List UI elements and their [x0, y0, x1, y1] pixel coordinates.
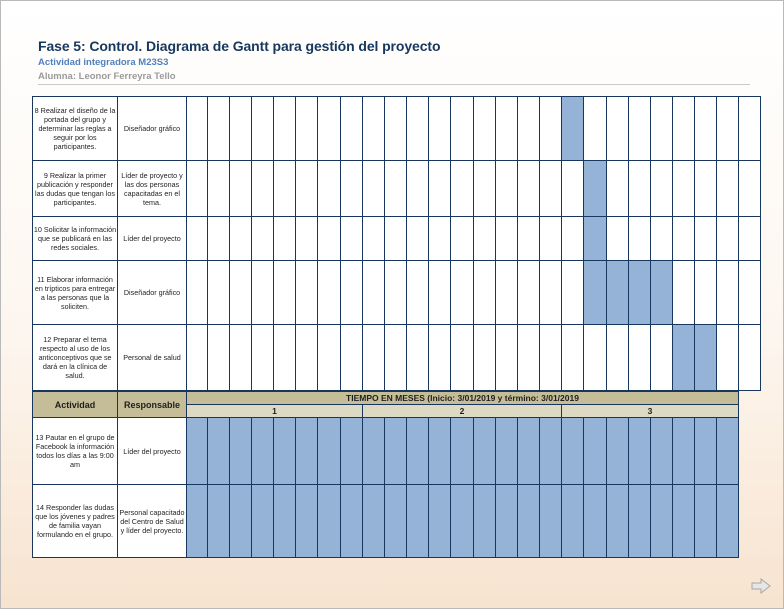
gantt-empty-cell: [274, 217, 296, 261]
gantt-bar-cell: [363, 485, 385, 558]
gantt-empty-cell: [695, 217, 717, 261]
gantt-empty-cell: [651, 161, 673, 217]
gantt-empty-cell: [252, 325, 274, 391]
gantt-empty-cell: [252, 97, 274, 161]
activity-cell: 9 Realizar la primer publicación y responder las dudas que tengan los participantes.: [33, 161, 118, 217]
activity-cell: 13 Pautar en el grupo de Facebook la información todos los días a las 9:00 am: [33, 418, 118, 485]
subtitle: Actividad integradora M23S3: [38, 57, 169, 68]
gantt-empty-cell: [496, 261, 518, 325]
gantt-bar-cell: [717, 485, 739, 558]
gantt-empty-cell: [673, 217, 695, 261]
gantt-empty-cell: [474, 161, 496, 217]
gantt-empty-cell: [208, 161, 230, 217]
gantt-empty-cell: [607, 325, 629, 391]
gantt-bar-cell: [318, 485, 341, 558]
gantt-empty-cell: [296, 325, 318, 391]
gantt-empty-cell: [274, 97, 296, 161]
gantt-bar-cell: [474, 418, 496, 485]
gantt-empty-cell: [296, 217, 318, 261]
gantt-empty-cell: [673, 97, 695, 161]
gantt-bar-cell: [562, 485, 584, 558]
gantt-empty-cell: [629, 325, 651, 391]
gantt-bar-cell: [695, 325, 717, 391]
gantt-empty-cell: [296, 97, 318, 161]
gantt-empty-cell: [562, 261, 584, 325]
gantt-empty-cell: [208, 325, 230, 391]
table-row: [33, 161, 761, 217]
gantt-empty-cell: [407, 325, 429, 391]
gantt-bar-cell: [451, 485, 474, 558]
gantt-empty-cell: [629, 161, 651, 217]
gantt-bar-cell: [629, 261, 651, 325]
gantt-empty-cell: [540, 325, 562, 391]
gantt-empty-cell: [518, 325, 540, 391]
responsible-cell: Personal de salud: [118, 325, 187, 391]
gantt-bar-cell: [584, 217, 607, 261]
gantt-bar-cell: [518, 418, 540, 485]
gantt-bar-cell: [673, 418, 695, 485]
gantt-bar-cell: [651, 418, 673, 485]
gantt-bar-cell: [673, 325, 695, 391]
responsible-cell: Líder del proyecto: [118, 217, 187, 261]
gantt-bar-cell: [385, 485, 407, 558]
gantt-empty-cell: [739, 217, 761, 261]
gantt-empty-cell: [187, 97, 208, 161]
gantt-empty-cell: [474, 261, 496, 325]
activity-cell: 14 Responder las dudas que los jóvenes y padres de familia vayan formulando en el grupo.: [33, 485, 118, 558]
gantt-empty-cell: [474, 97, 496, 161]
gantt-empty-cell: [518, 161, 540, 217]
gantt-bar-cell: [607, 418, 629, 485]
gantt-empty-cell: [274, 161, 296, 217]
gantt-empty-cell: [385, 97, 407, 161]
gantt-empty-cell: [230, 261, 252, 325]
activity-cell: 10 Solicitar la información que se publicará en las redes sociales.: [33, 217, 118, 261]
gantt-empty-cell: [540, 161, 562, 217]
gantt-empty-cell: [540, 97, 562, 161]
gantt-bar-cell: [385, 418, 407, 485]
gantt-empty-cell: [429, 325, 451, 391]
gantt-bar-cell: [695, 485, 717, 558]
gantt-empty-cell: [717, 97, 739, 161]
gantt-empty-cell: [363, 161, 385, 217]
gantt-empty-cell: [695, 161, 717, 217]
gantt-bar-cell: [496, 485, 518, 558]
gantt-bar-cell: [429, 418, 451, 485]
gantt-empty-cell: [407, 161, 429, 217]
gantt-empty-cell: [252, 161, 274, 217]
table-row: [33, 261, 761, 325]
gantt-bar-cell: [230, 485, 252, 558]
gantt-empty-cell: [496, 161, 518, 217]
gantt-bar-cell: [407, 485, 429, 558]
gantt-empty-cell: [429, 161, 451, 217]
gantt-empty-cell: [363, 261, 385, 325]
gantt-empty-cell: [230, 161, 252, 217]
next-slide-arrow-icon[interactable]: [751, 578, 771, 594]
gantt-empty-cell: [187, 325, 208, 391]
gantt-empty-cell: [562, 161, 584, 217]
gantt-bar-cell: [208, 485, 230, 558]
gantt-empty-cell: [451, 261, 474, 325]
page-title: Fase 5: Control. Diagrama de Gantt para gestión del proyecto: [38, 38, 441, 54]
gantt-bar-cell: [562, 418, 584, 485]
gantt-empty-cell: [208, 261, 230, 325]
gantt-bar-cell: [651, 261, 673, 325]
gantt-bar-cell: [717, 418, 739, 485]
gantt-bar-cell: [451, 418, 474, 485]
gantt-bar-cell: [607, 261, 629, 325]
responsible-cell: Personal capacitado del Centro de Salud y líder del proyecto.: [118, 485, 187, 558]
gantt-empty-cell: [341, 325, 363, 391]
gantt-empty-cell: [451, 161, 474, 217]
gantt-bar-cell: [629, 418, 651, 485]
gantt-empty-cell: [429, 97, 451, 161]
gantt-bar-cell: [496, 418, 518, 485]
gantt-empty-cell: [562, 325, 584, 391]
gantt-empty-cell: [318, 217, 341, 261]
gantt-empty-cell: [540, 217, 562, 261]
gantt-empty-cell: [496, 217, 518, 261]
gantt-empty-cell: [607, 217, 629, 261]
activity-cell: 12 Preparar el tema respecto al uso de los anticonceptivos que se dará en la clínica de salud.: [33, 325, 118, 391]
month-header: 3: [562, 405, 739, 418]
gantt-table-bottom: [32, 391, 739, 558]
gantt-empty-cell: [695, 261, 717, 325]
gantt-bar-cell: [187, 418, 208, 485]
gantt-bar-cell: [629, 485, 651, 558]
gantt-empty-cell: [230, 97, 252, 161]
gantt-table-top: [32, 96, 761, 391]
gantt-empty-cell: [474, 325, 496, 391]
gantt-empty-cell: [651, 325, 673, 391]
gantt-bar-cell: [208, 418, 230, 485]
gantt-empty-cell: [341, 161, 363, 217]
gantt-empty-cell: [518, 261, 540, 325]
table-row: [33, 97, 761, 161]
gantt-empty-cell: [230, 325, 252, 391]
gantt-bar-cell: [252, 485, 274, 558]
gantt-bar-cell: [474, 485, 496, 558]
table-row: [33, 418, 739, 485]
gantt-empty-cell: [717, 217, 739, 261]
gantt-empty-cell: [385, 161, 407, 217]
gantt-empty-cell: [318, 325, 341, 391]
gantt-bar-cell: [363, 418, 385, 485]
gantt-bar-cell: [540, 418, 562, 485]
gantt-empty-cell: [739, 97, 761, 161]
author: Alumna: Leonor Ferreyra Tello: [38, 71, 176, 82]
gantt-empty-cell: [607, 161, 629, 217]
gantt-empty-cell: [407, 97, 429, 161]
gantt-empty-cell: [296, 261, 318, 325]
gantt-bar-cell: [252, 418, 274, 485]
gantt-bar-cell: [230, 418, 252, 485]
gantt-empty-cell: [562, 217, 584, 261]
gantt-empty-cell: [584, 97, 607, 161]
gantt-bar-cell: [584, 485, 607, 558]
gantt-empty-cell: [629, 97, 651, 161]
gantt-empty-cell: [496, 97, 518, 161]
gantt-bar-cell: [296, 485, 318, 558]
gantt-bar-cell: [651, 485, 673, 558]
gantt-empty-cell: [673, 161, 695, 217]
month-header: 1: [187, 405, 363, 418]
gantt-empty-cell: [318, 161, 341, 217]
gantt-empty-cell: [341, 261, 363, 325]
column-header-responsible: Responsable: [118, 392, 187, 418]
gantt-empty-cell: [651, 217, 673, 261]
gantt-empty-cell: [629, 217, 651, 261]
column-header-activity: Actividad: [33, 392, 118, 418]
gantt-bar-cell: [274, 485, 296, 558]
gantt-empty-cell: [496, 325, 518, 391]
gantt-empty-cell: [474, 217, 496, 261]
gantt-empty-cell: [230, 217, 252, 261]
gantt-empty-cell: [363, 325, 385, 391]
gantt-empty-cell: [274, 261, 296, 325]
gantt-bar-cell: [540, 485, 562, 558]
gantt-empty-cell: [187, 217, 208, 261]
gantt-empty-cell: [584, 325, 607, 391]
gantt-empty-cell: [518, 97, 540, 161]
gantt-empty-cell: [429, 217, 451, 261]
responsible-cell: Diseñador gráfico: [118, 261, 187, 325]
gantt-bar-cell: [518, 485, 540, 558]
gantt-empty-cell: [407, 217, 429, 261]
gantt-empty-cell: [429, 261, 451, 325]
gantt-empty-cell: [739, 325, 761, 391]
gantt-bar-cell: [187, 485, 208, 558]
gantt-empty-cell: [341, 97, 363, 161]
gantt-empty-cell: [363, 97, 385, 161]
gantt-empty-cell: [208, 217, 230, 261]
responsible-cell: Líder del proyecto: [118, 418, 187, 485]
gantt-empty-cell: [187, 261, 208, 325]
gantt-bar-cell: [318, 418, 341, 485]
gantt-empty-cell: [451, 217, 474, 261]
gantt-bar-cell: [562, 97, 584, 161]
gantt-empty-cell: [518, 217, 540, 261]
gantt-empty-cell: [252, 217, 274, 261]
gantt-empty-cell: [318, 97, 341, 161]
gantt-empty-cell: [651, 97, 673, 161]
table-row: [33, 217, 761, 261]
gantt-bar-cell: [607, 485, 629, 558]
time-header: TIEMPO EN MESES (Inicio: 3/01/2019 y término: 3/01/2019: [187, 392, 739, 405]
gantt-bar-cell: [584, 418, 607, 485]
table-row: [33, 325, 761, 391]
month-header: 2: [363, 405, 562, 418]
activity-cell: 11 Elaborar información en trípticos para entregar a las personas que la soliciten.: [33, 261, 118, 325]
gantt-bar-cell: [296, 418, 318, 485]
gantt-bar-cell: [274, 418, 296, 485]
gantt-empty-cell: [717, 325, 739, 391]
gantt-empty-cell: [451, 325, 474, 391]
table-row: [33, 485, 739, 558]
gantt-bar-cell: [673, 485, 695, 558]
gantt-empty-cell: [673, 261, 695, 325]
gantt-bar-cell: [695, 418, 717, 485]
responsible-cell: Líder de proyecto y las dos personas capacitadas en el tema.: [118, 161, 187, 217]
divider: [38, 84, 750, 85]
gantt-empty-cell: [252, 261, 274, 325]
gantt-empty-cell: [385, 217, 407, 261]
gantt-empty-cell: [695, 97, 717, 161]
gantt-empty-cell: [208, 97, 230, 161]
gantt-bar-cell: [341, 485, 363, 558]
gantt-bar-cell: [584, 161, 607, 217]
gantt-empty-cell: [607, 97, 629, 161]
gantt-empty-cell: [739, 261, 761, 325]
responsible-cell: Diseñador gráfico: [118, 97, 187, 161]
gantt-empty-cell: [385, 261, 407, 325]
gantt-empty-cell: [274, 325, 296, 391]
gantt-bar-cell: [429, 485, 451, 558]
gantt-empty-cell: [341, 217, 363, 261]
gantt-empty-cell: [296, 161, 318, 217]
gantt-empty-cell: [407, 261, 429, 325]
gantt-empty-cell: [318, 261, 341, 325]
gantt-empty-cell: [739, 161, 761, 217]
gantt-bar-cell: [341, 418, 363, 485]
gantt-empty-cell: [187, 161, 208, 217]
gantt-empty-cell: [540, 261, 562, 325]
activity-cell: 8 Realizar el diseño de la portada del grupo y determinar las reglas a seguir por los participantes.: [33, 97, 118, 161]
gantt-empty-cell: [717, 161, 739, 217]
gantt-empty-cell: [717, 261, 739, 325]
gantt-empty-cell: [363, 217, 385, 261]
gantt-empty-cell: [451, 97, 474, 161]
gantt-bar-cell: [407, 418, 429, 485]
gantt-bar-cell: [584, 261, 607, 325]
gantt-empty-cell: [385, 325, 407, 391]
